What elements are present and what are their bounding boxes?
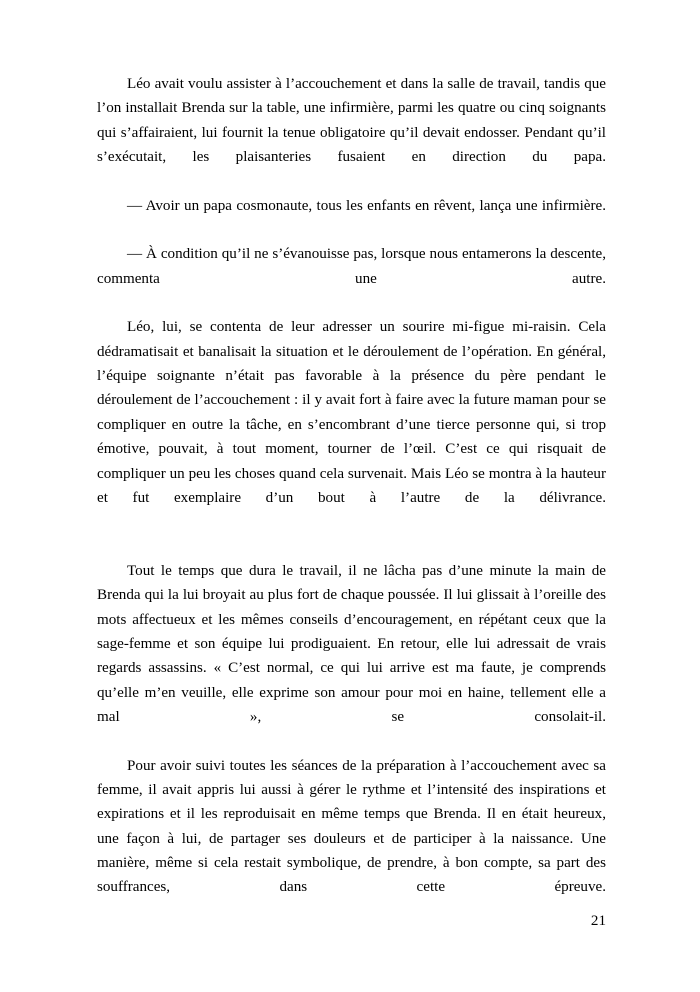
- paragraph-dialogue: — À condition qu’il ne s’évanouisse pas, lorsque nous entamerons la descente, commenta une autre.: [97, 246, 606, 287]
- section-separator: [97, 535, 606, 559]
- paragraph: Tout le temps que dura le travail, il ne lâcha pas d’une minute la main de Brenda qui la lui broyait au plus fort de chaque poussée. Il lui glissait à l’oreille des mots affectueux et les mêmes conseils d’encouragement, en répétant ceux que la sage-femme et son équipe lui prodiguaient. En retour, elle lui adressait de vrais regards assassins. « C’est normal, ce qui lui arrive est ma faute, je comprends qu’elle m’en veuille, elle exprime son amour pour moi en haine, tellement elle a mal », se consolait-il.: [97, 562, 606, 725]
- page-number: 21: [590, 913, 606, 929]
- paragraph: Léo avait voulu assister à l’accouchement et dans la salle de travail, tandis que l’on installait Brenda sur la table, une infirmière, parmi les quatre ou cinq soignants qui s’affairaient, lui fournit la tenue obligatoire qu’il devait endosser. Pendant qu’il s’exécutait, les plaisanteries fusaient en direction du papa.: [97, 76, 606, 166]
- paragraph: Léo, lui, se contenta de leur adresser un sourire mi-figue mi-raisin. Cela dédramatisait et banalisait la situation et le déroulement de l’opération. En général, l’équipe soignante n’était pas favorable à la présence du père pendant le déroulement de l’accouchement : il y avait fort à faire avec la future maman pour se compliquer en outre la tâche, en s’encombrant d’une tierce personne qui, si trop émotive, pouvait, à tout moment, tourner de l’œil. C’est ce qui risquait de compliquer un peu les choses quand cela survenait. Mais Léo se montra à la hauteur et fut exemplaire d’un bout à l’autre de la délivrance.: [97, 319, 606, 506]
- page-text-block: [97, 72, 606, 924]
- paragraph: Pour avoir suivi toutes les séances de la préparation à l’accouchement avec sa femme, il avait appris lui aussi à gérer le rythme et l’intensité des inspirations et expirations et il les reproduisait en même temps que Brenda. Il en était heureux, une façon à lui, de partager ses douleurs et de participer à la naissance. Une manière, même si cela restait symbolique, de prendre, à bon compte, sa part des souffrances, dans cette épreuve.: [97, 757, 606, 896]
- paragraph-dialogue: — Avoir un papa cosmonaute, tous les enfants en rêvent, lança une infirmière.: [127, 197, 606, 214]
